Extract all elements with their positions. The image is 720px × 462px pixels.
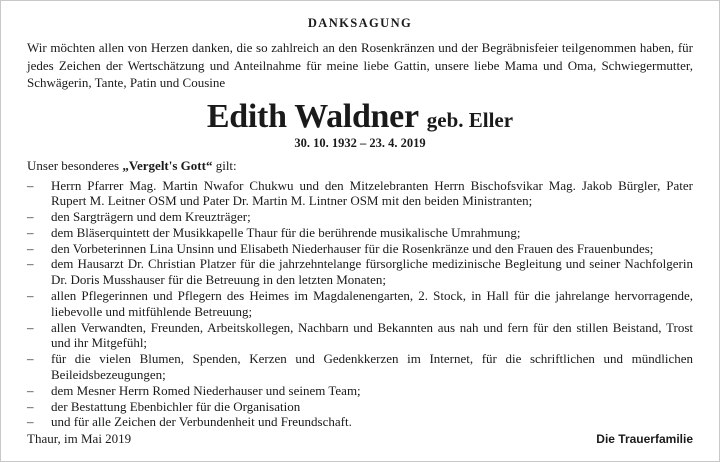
list-item [27,399,693,415]
list-item [27,414,693,430]
notice-footer [27,431,693,447]
deceased-full-name: Edith Waldner [206,97,419,135]
place-and-date: Thaur, im Mai 2019 [27,431,132,446]
list-item-text: und für alle Zeichen der Verbundenheit und Freundschaft. [51,414,352,430]
list-item-text: dem Hausarzt Dr. Christian Platzer für die jahrzehntelange fürsorgliche medizinische Begleitung und seiner Nachfolgerin Dr. Doris Musshauser für die Betreuung in den letzten Monaten; [51,256,693,288]
thanks-list [27,178,693,431]
notice-heading: DANKSAGUNG [307,16,413,30]
list-item [27,288,693,320]
deceased-name [27,98,693,136]
list-item-text: den Sargträgern und dem Kreuzträger; [51,209,251,225]
list-item-text: den Vorbeterinnen Lina Unsinn und Elisabeth Niederhauser für die Rosenkränze und den Frauen des Frauenbundes; [51,240,654,256]
list-dash: – [27,288,34,304]
list-item-text: für die vielen Blumen, Spenden, Kerzen und Gedenkkerzen im Internet, für die schriftlichen und mündlichen Beileidsbezeugungen; [51,351,693,383]
list-item-text: allen Pflegerinnen und Pflegern des Heimes im Magdalenengarten, 2. Stock, in Hall für die jahrelange hervorragende, liebevolle und mitfühlende Betreuung; [51,288,693,319]
thanks-lead [27,157,693,174]
list-item [27,178,693,210]
list-item [27,383,693,399]
list-item-text: Herrn Pfarrer Mag. Martin Nwafor Chukwu und den Mitzelebranten Herrn Bischofsvikar Mag. Jakob Bürgler, Pater Rupert M. Leitner OSM und Pater Dr. Martin M. Lintner OSM mit den beiden Ministranten; [51,177,693,209]
thanks-lead-before: Unser besonderes [27,157,123,173]
life-dates: 30. 10. 1932 – 23. 4. 2019 [294,135,426,150]
list-dash: – [27,398,34,414]
list-item-text: dem Bläserquintett der Musikkapelle Thaur für die berührende musikalische Umrahmung; [51,224,521,240]
signature: Die Trauerfamilie [596,432,693,446]
list-dash: – [27,240,34,256]
list-item-text: allen Verwandten, Freunden, Arbeitskollegen, Nachbarn und Bekannten aus nah und fern für den stillen Beistand, Trost und ihr Mitgefühl; [51,319,693,351]
list-dash: – [27,177,34,193]
list-dash: – [27,351,34,367]
list-dash: – [27,414,34,430]
list-dash: – [27,209,34,225]
list-item [27,209,693,225]
list-dash: – [27,256,34,272]
deceased-birth-name: geb. Eller [426,107,514,132]
list-dash: – [27,319,34,335]
list-item [27,320,693,352]
intro-paragraph: Wir möchten allen von Herzen danken, die so zahlreich an den Rosenkränzen und der Begräbnisfeier teilgenommen haben, für jedes Zeichen der Wertschätzung und Anteilnahme für meine liebe Gattin, unsere liebe Mama und Oma, Schwiegermutter, Schwägerin, Tante, Patin und Cousine [27,40,693,90]
list-dash: – [27,224,34,240]
list-dash: – [27,382,34,398]
list-item [27,256,693,288]
list-item-text: dem Mesner Herrn Romed Niederhauser und seinem Team; [51,382,361,398]
thanks-lead-emphasis: „Vergelt's Gott“ [122,157,213,173]
list-item [27,241,693,257]
list-item [27,225,693,241]
list-item-text: der Bestattung Ebenbichler für die Organisation [51,398,301,414]
thanks-lead-after: gilt: [212,157,237,173]
list-item [27,351,693,383]
